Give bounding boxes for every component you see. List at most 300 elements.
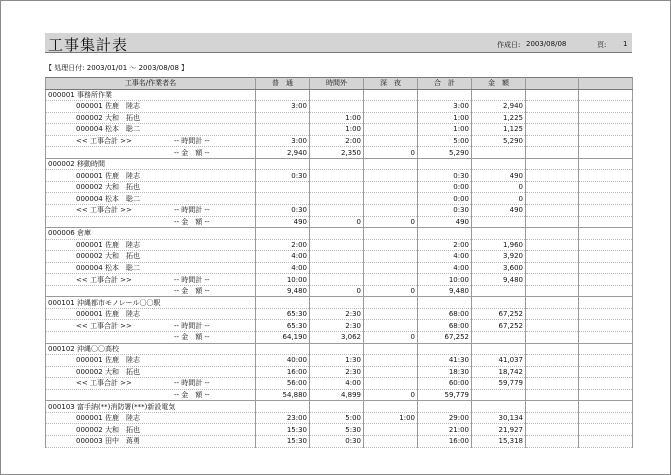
worker-row	[46, 366, 633, 378]
value-cell	[364, 193, 418, 205]
project-name: 000001 事務所作業	[46, 89, 256, 101]
worker-row	[46, 412, 633, 424]
blank-cell	[579, 378, 633, 390]
value-cell: 3,920	[472, 251, 526, 263]
blank-cell	[526, 193, 579, 205]
page-number: 1	[623, 40, 628, 48]
blank-cell	[526, 343, 579, 355]
project-total-label: << 工事合計 >>	[76, 379, 132, 388]
project-name: 000102 沖縄〇〇高校	[46, 343, 256, 355]
value-cell: 15:30	[256, 424, 310, 436]
value-cell: 65:30	[256, 308, 310, 320]
time-total-label	[46, 135, 256, 147]
page-label: 頁:	[597, 41, 607, 49]
blank-cell	[579, 101, 633, 113]
value-cell: 10:00	[256, 274, 310, 286]
value-cell: 5:00	[418, 135, 472, 147]
blank-cell	[579, 228, 633, 240]
value-cell: 60:00	[418, 378, 472, 390]
amount-total-label	[46, 389, 256, 401]
value-cell: 0	[364, 332, 418, 344]
value-cell: 21:00	[418, 424, 472, 436]
blank-cell	[526, 332, 579, 344]
value-cell: 2:30	[310, 320, 364, 332]
blank-cell	[526, 205, 579, 217]
blank-cell	[310, 158, 364, 170]
blank-cell	[579, 274, 633, 286]
worker-row	[46, 424, 633, 436]
worker-row	[46, 435, 633, 447]
value-cell: 59,779	[418, 389, 472, 401]
amount-total-row	[46, 147, 633, 159]
value-cell	[310, 170, 364, 182]
value-cell: 3:00	[418, 101, 472, 113]
value-cell	[364, 251, 418, 263]
project-name: 000006 倉庫	[46, 228, 256, 240]
value-cell	[364, 239, 418, 251]
project-row	[46, 401, 633, 413]
blank-cell	[579, 181, 633, 193]
blank-cell	[310, 401, 364, 413]
value-cell: 16:00	[418, 435, 472, 447]
blank-cell	[418, 158, 472, 170]
blank-cell	[364, 228, 418, 240]
amount-total-row	[46, 332, 633, 344]
blank-cell	[526, 239, 579, 251]
value-cell	[364, 435, 418, 447]
blank-cell	[579, 170, 633, 182]
blank-cell	[579, 158, 633, 170]
col-header-night: 深 夜	[364, 78, 418, 90]
blank-cell	[579, 262, 633, 274]
value-cell	[364, 135, 418, 147]
worker-row	[46, 112, 633, 124]
blank-cell	[364, 297, 418, 309]
value-cell	[364, 274, 418, 286]
blank-cell	[364, 158, 418, 170]
blank-cell	[418, 297, 472, 309]
worker-row	[46, 355, 633, 367]
worker-row	[46, 193, 633, 205]
value-cell: 4:00	[418, 262, 472, 274]
blank-cell	[579, 251, 633, 263]
time-subtotal-label: -- 時間計 --	[174, 275, 210, 284]
blank-cell	[579, 147, 633, 159]
amount-total-row	[46, 216, 633, 228]
worker-name: 000001 佐鹿 陸志	[46, 355, 256, 367]
value-cell: 9,480	[418, 285, 472, 297]
blank-cell	[579, 401, 633, 413]
project-total-label: << 工事合計 >>	[76, 137, 132, 145]
value-cell: 490	[418, 216, 472, 228]
value-cell: 0:30	[256, 205, 310, 217]
blank-cell	[579, 216, 633, 228]
time-subtotal-label: -- 時間計 --	[174, 137, 210, 145]
blank-cell	[526, 412, 579, 424]
value-cell: 56:00	[256, 378, 310, 390]
worker-name: 000001 佐鹿 陸志	[46, 101, 256, 113]
value-cell: 1,125	[472, 124, 526, 136]
project-row	[46, 89, 633, 101]
value-cell: 3:00	[256, 135, 310, 147]
blank-cell	[526, 112, 579, 124]
value-cell: 30,134	[472, 412, 526, 424]
blank-cell	[364, 401, 418, 413]
time-total-label	[46, 320, 256, 332]
title-bar	[45, 33, 632, 53]
blank-cell	[256, 297, 310, 309]
blank-cell	[472, 297, 526, 309]
worker-row	[46, 239, 633, 251]
blank-cell	[526, 378, 579, 390]
amount-total-label	[46, 216, 256, 228]
value-cell: 5:00	[310, 412, 364, 424]
value-cell: 2,940	[256, 147, 310, 159]
blank-cell	[579, 366, 633, 378]
blank-cell	[526, 435, 579, 447]
worker-name: 000002 大和 拓也	[46, 251, 256, 263]
blank-cell	[579, 89, 633, 101]
value-cell: 10:00	[418, 274, 472, 286]
worker-row	[46, 101, 633, 113]
value-cell	[364, 366, 418, 378]
project-row	[46, 297, 633, 309]
col-header-blank	[526, 78, 579, 90]
value-cell	[364, 124, 418, 136]
worker-row	[46, 170, 633, 182]
value-cell: 2:30	[310, 366, 364, 378]
value-cell: 16:00	[256, 366, 310, 378]
worker-name: 000004 松本 聡二	[46, 124, 256, 136]
blank-cell	[526, 158, 579, 170]
blank-cell	[526, 89, 579, 101]
value-cell: 490	[256, 216, 310, 228]
worker-name: 000002 大和 拓也	[46, 181, 256, 193]
blank-cell	[526, 251, 579, 263]
value-cell: 41,037	[472, 355, 526, 367]
amount-total-row	[46, 285, 633, 297]
worker-name: 000004 松本 聡二	[46, 262, 256, 274]
value-cell: 65:30	[256, 320, 310, 332]
amount-subtotal-label: -- 金 額 --	[174, 287, 210, 296]
amount-subtotal-label: -- 金 額 --	[174, 217, 210, 226]
value-cell	[364, 170, 418, 182]
value-cell: 67,252	[472, 308, 526, 320]
value-cell	[364, 308, 418, 320]
amount-subtotal-label: -- 金 額 --	[174, 391, 210, 400]
blank-cell	[579, 355, 633, 367]
value-cell: 0	[472, 193, 526, 205]
value-cell: 2:30	[310, 308, 364, 320]
blank-cell	[526, 320, 579, 332]
blank-cell	[579, 239, 633, 251]
amount-total-label	[46, 332, 256, 344]
amount-total-label	[46, 285, 256, 297]
blank-cell	[472, 228, 526, 240]
blank-cell	[526, 366, 579, 378]
blank-cell	[579, 412, 633, 424]
blank-cell	[256, 228, 310, 240]
value-cell	[472, 216, 526, 228]
project-name: 000101 沖縄都市モノレール〇〇駅	[46, 297, 256, 309]
blank-cell	[526, 308, 579, 320]
value-cell	[256, 193, 310, 205]
worker-row	[46, 308, 633, 320]
blank-cell	[579, 308, 633, 320]
value-cell	[310, 274, 364, 286]
time-total-row	[46, 378, 633, 390]
value-cell	[256, 124, 310, 136]
worker-row	[46, 181, 633, 193]
worker-name: 000002 大和 拓也	[46, 112, 256, 124]
value-cell: 0:00	[418, 193, 472, 205]
value-cell: 0:30	[310, 435, 364, 447]
value-cell: 2:00	[418, 239, 472, 251]
value-cell: 23:00	[256, 412, 310, 424]
worker-name: 000001 佐鹿 陸志	[46, 308, 256, 320]
value-cell: 18:30	[418, 366, 472, 378]
value-cell	[310, 205, 364, 217]
blank-cell	[472, 158, 526, 170]
value-cell: 21,927	[472, 424, 526, 436]
value-cell	[472, 332, 526, 344]
project-row	[46, 343, 633, 355]
value-cell: 0	[472, 181, 526, 193]
value-cell: 64,190	[256, 332, 310, 344]
project-name: 000103 富手納(**)消防署(***)新設電気	[46, 401, 256, 413]
blank-cell	[579, 389, 633, 401]
value-cell	[364, 205, 418, 217]
blank-cell	[364, 343, 418, 355]
col-header-overtime: 時間外	[310, 78, 364, 90]
value-cell: 15,318	[472, 435, 526, 447]
value-cell	[364, 378, 418, 390]
value-cell: 0:30	[256, 170, 310, 182]
blank-cell	[526, 101, 579, 113]
col-header-total: 合 計	[418, 78, 472, 90]
blank-cell	[526, 147, 579, 159]
blank-cell	[526, 297, 579, 309]
blank-cell	[579, 193, 633, 205]
project-total-label: << 工事合計 >>	[76, 275, 132, 284]
value-cell: 4,899	[310, 389, 364, 401]
blank-cell	[526, 285, 579, 297]
value-cell	[364, 355, 418, 367]
value-cell	[472, 285, 526, 297]
blank-cell	[526, 135, 579, 147]
blank-cell	[526, 389, 579, 401]
blank-cell	[579, 124, 633, 136]
blank-cell	[526, 262, 579, 274]
value-cell	[310, 193, 364, 205]
project-row	[46, 228, 633, 240]
value-cell: 0	[310, 216, 364, 228]
blank-cell	[526, 124, 579, 136]
value-cell: 5,290	[472, 135, 526, 147]
blank-cell	[579, 112, 633, 124]
time-total-label	[46, 378, 256, 390]
value-cell: 67,252	[472, 320, 526, 332]
value-cell: 5:30	[310, 424, 364, 436]
processing-period: 【 処理日付: 2003/01/01 ～ 2003/08/08 】	[45, 64, 189, 72]
amount-subtotal-label: -- 金 額 --	[174, 148, 210, 157]
value-cell: 9,480	[472, 274, 526, 286]
blank-cell	[579, 135, 633, 147]
time-subtotal-label: -- 時間計 --	[174, 321, 210, 330]
amount-total-row	[46, 389, 633, 401]
project-name: 000002 移動時間	[46, 158, 256, 170]
value-cell: 9,480	[256, 285, 310, 297]
blank-cell	[310, 89, 364, 101]
value-cell: 1:00	[364, 412, 418, 424]
value-cell: 54,880	[256, 389, 310, 401]
value-cell: 0:00	[418, 181, 472, 193]
report-title: 工事集計表	[48, 36, 129, 54]
blank-cell	[526, 274, 579, 286]
project-total-label: << 工事合計 >>	[76, 321, 132, 330]
value-cell: 4:00	[256, 251, 310, 263]
blank-cell	[472, 89, 526, 101]
worker-name: 000002 大和 拓也	[46, 366, 256, 378]
blank-cell	[526, 228, 579, 240]
value-cell: 1,960	[472, 239, 526, 251]
value-cell: 3,600	[472, 262, 526, 274]
table-header-row	[46, 78, 633, 90]
blank-cell	[472, 343, 526, 355]
value-cell: 0	[364, 285, 418, 297]
value-cell: 59,779	[472, 378, 526, 390]
time-total-label	[46, 205, 256, 217]
project-row	[46, 158, 633, 170]
value-cell	[256, 112, 310, 124]
value-cell: 4:00	[418, 251, 472, 263]
blank-cell	[579, 332, 633, 344]
value-cell: 3:00	[256, 101, 310, 113]
blank-cell	[256, 401, 310, 413]
value-cell: 15:30	[256, 435, 310, 447]
amount-total-label	[46, 147, 256, 159]
time-total-row	[46, 320, 633, 332]
blank-cell	[579, 297, 633, 309]
amount-subtotal-label: -- 金 額 --	[174, 333, 210, 342]
table-body	[46, 89, 633, 447]
value-cell	[364, 101, 418, 113]
blank-cell	[418, 343, 472, 355]
value-cell: 29:00	[418, 412, 472, 424]
worker-row	[46, 262, 633, 274]
blank-cell	[418, 89, 472, 101]
value-cell	[310, 251, 364, 263]
blank-cell	[526, 401, 579, 413]
col-header-amount: 金 額	[472, 78, 526, 90]
value-cell: 4:00	[256, 262, 310, 274]
time-total-row	[46, 205, 633, 217]
blank-cell	[526, 170, 579, 182]
value-cell: 67,252	[418, 332, 472, 344]
worker-name: 000002 大和 拓也	[46, 424, 256, 436]
blank-cell	[526, 424, 579, 436]
time-subtotal-label: -- 時間計 --	[174, 379, 210, 388]
value-cell: 1:30	[310, 355, 364, 367]
value-cell: 0	[310, 285, 364, 297]
value-cell: 490	[472, 205, 526, 217]
worker-name: 000004 松本 聡二	[46, 193, 256, 205]
value-cell: 1:00	[310, 112, 364, 124]
value-cell: 40:00	[256, 355, 310, 367]
blank-cell	[579, 285, 633, 297]
value-cell: 0:30	[418, 205, 472, 217]
worker-row	[46, 124, 633, 136]
value-cell	[364, 424, 418, 436]
value-cell	[364, 320, 418, 332]
time-total-row	[46, 135, 633, 147]
project-total-label: << 工事合計 >>	[76, 206, 132, 215]
summary-table	[45, 77, 633, 448]
col-header-regular: 普 通	[256, 78, 310, 90]
blank-cell	[310, 297, 364, 309]
blank-cell	[256, 158, 310, 170]
worker-name: 000001 佐鹿 陸志	[46, 170, 256, 182]
value-cell: 0	[364, 389, 418, 401]
blank-cell	[579, 424, 633, 436]
created-date: 2003/08/08	[526, 40, 567, 48]
created-label: 作成日:	[497, 41, 521, 49]
value-cell	[310, 101, 364, 113]
value-cell: 490	[472, 170, 526, 182]
time-subtotal-label: -- 時間計 --	[174, 206, 210, 215]
value-cell: 1:00	[418, 112, 472, 124]
worker-name: 000001 佐鹿 陸志	[46, 239, 256, 251]
blank-cell	[256, 343, 310, 355]
value-cell	[310, 181, 364, 193]
value-cell: 3,062	[310, 332, 364, 344]
time-total-label	[46, 274, 256, 286]
blank-cell	[472, 401, 526, 413]
value-cell: 1,225	[472, 112, 526, 124]
value-cell	[256, 181, 310, 193]
value-cell: 1:00	[310, 124, 364, 136]
blank-cell	[526, 355, 579, 367]
worker-name: 000003 田中 蒋勇	[46, 435, 256, 447]
worker-name: 000001 佐鹿 陸志	[46, 412, 256, 424]
blank-cell	[310, 228, 364, 240]
value-cell: 2,350	[310, 147, 364, 159]
value-cell: 2:00	[256, 239, 310, 251]
blank-cell	[310, 343, 364, 355]
value-cell: 5,290	[418, 147, 472, 159]
value-cell: 68:00	[418, 308, 472, 320]
blank-cell	[579, 205, 633, 217]
blank-cell	[364, 89, 418, 101]
blank-cell	[579, 435, 633, 447]
blank-cell	[418, 401, 472, 413]
value-cell: 0	[364, 216, 418, 228]
value-cell: 18,742	[472, 366, 526, 378]
value-cell	[472, 147, 526, 159]
value-cell: 2,940	[472, 101, 526, 113]
value-cell: 1:00	[418, 124, 472, 136]
worker-row	[46, 251, 633, 263]
blank-cell	[418, 228, 472, 240]
value-cell: 4:00	[310, 378, 364, 390]
value-cell: 0	[364, 147, 418, 159]
value-cell: 0:30	[418, 170, 472, 182]
blank-cell	[256, 89, 310, 101]
blank-cell	[579, 320, 633, 332]
col-header-name: 工事名/作業者名	[46, 78, 256, 90]
value-cell: 41:30	[418, 355, 472, 367]
value-cell	[364, 262, 418, 274]
